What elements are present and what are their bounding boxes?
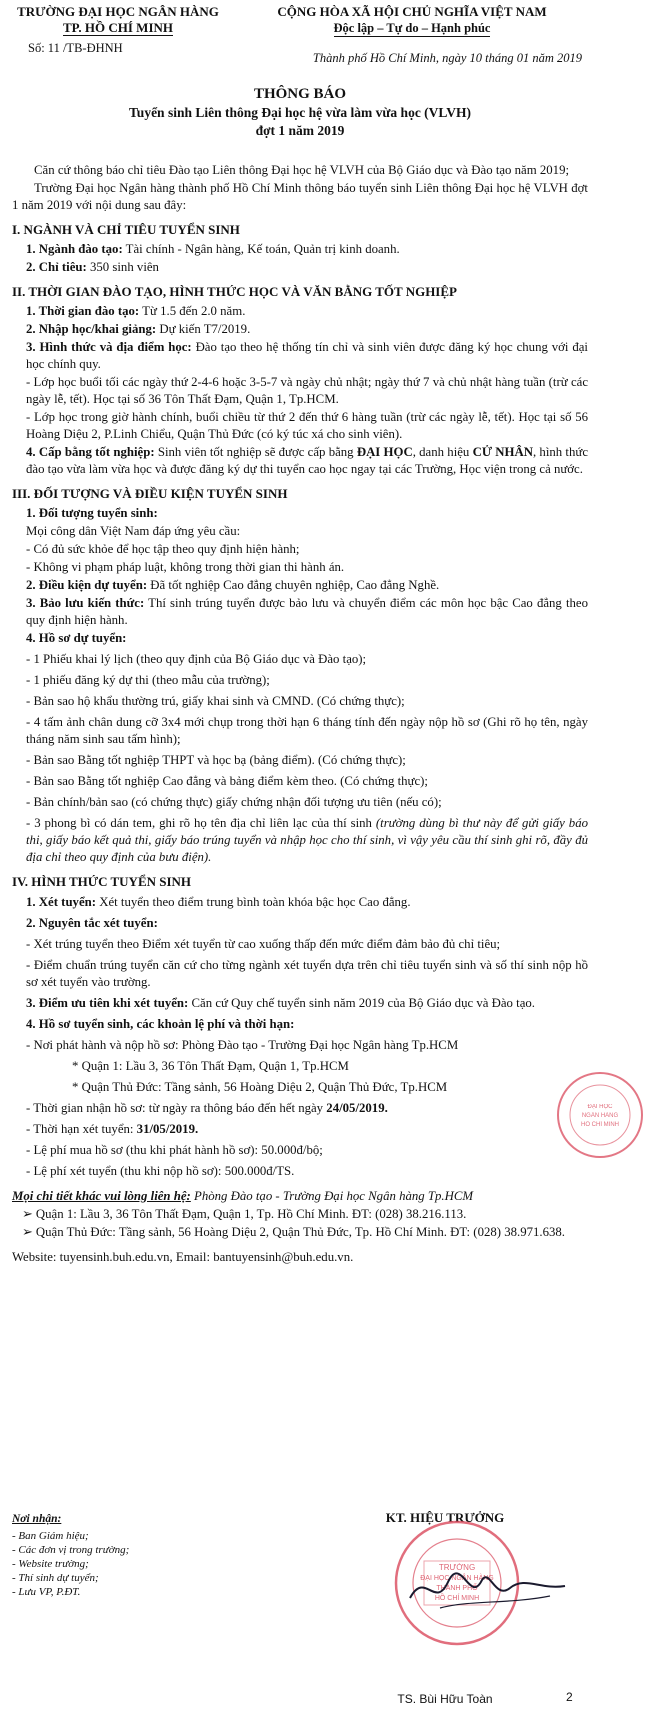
contact-line-2: ➢ Quận Thủ Đức: Tầng sảnh, 56 Hoàng Diệu 2, Quận Thủ Đức, Tp. Hồ Chí Minh. ĐT: (028) 38.971.638. [22, 1225, 566, 1239]
recipient-item: - Các đơn vị trong trường; [12, 1544, 130, 1556]
nation-title: CỘNG HÒA XÃ HỘI CHỦ NGHĨA VIỆT NAM [277, 4, 547, 19]
s3-item-3: 3. Bảo lưu kiến thức: Thí sinh trúng tuyển được bảo lưu và chuyển điểm các môn học bậc Cao đẳng theo quy định hiện hành. [26, 596, 588, 627]
s4-item-4-detail-2: - Thời gian nhận hồ sơ: từ ngày ra thông báo đến hết ngày 24/05/2019. [26, 1101, 388, 1115]
handwritten-signature [400, 1560, 570, 1620]
s3-item-4: 4. Hồ sơ dự tuyển: [26, 631, 127, 645]
svg-text:HỒ CHÍ MINH: HỒ CHÍ MINH [434, 1595, 480, 1602]
s4-item-4: 4. Hồ sơ tuyển sinh, các khoản lệ phí và thời hạn: [26, 1017, 295, 1031]
section-3-heading: III. ĐỐI TƯỢNG VÀ ĐIỀU KIỆN TUYỂN SINH [12, 486, 288, 501]
s2-item-3-detail-1: - Lớp học buổi tối các ngày thứ 2-4-6 hoặc 3-5-7 và ngày chủ nhật; ngày thứ 7 và chủ nhật hàng tuần (trừ các ngày lễ, tết). Học tại số 36 Tôn Thất Đạm, Quận 1, Tp.HCM. [26, 375, 588, 406]
s4-item-2-detail-2: - Điểm chuẩn trúng tuyển căn cứ cho từng ngành xét tuyển dựa trên chỉ tiêu tuyển sinh và số thí sinh nộp hồ sơ xét tuyển vào trường. [26, 958, 588, 989]
s2-item-4: 4. Cấp bằng tốt nghiệp: Sinh viên tốt nghiệp sẽ được cấp bằng ĐẠI HỌC, danh hiệu CỬ NHÂN, hình thức đào tạo vừa làm vừa học và được đăng ký dự thi tuyển cao học ngay tại các Trường, Học viện trong cả nước. [26, 445, 589, 476]
recipients-heading: Nơi nhận: [12, 1513, 62, 1525]
s1-item-1: 1. Ngành đào tạo: Tài chính - Ngân hàng, Kế toán, Quản trị kinh doanh. [26, 242, 400, 256]
svg-text:HỒ CHÍ MINH: HỒ CHÍ MINH [581, 1122, 619, 1128]
s4-item-4-detail-4: - Lệ phí mua hồ sơ (thu khi phát hành hồ sơ): 50.000đ/bộ; [26, 1143, 323, 1157]
issuer-block [8, 4, 228, 56]
s4-item-2-detail-1: - Xét trúng tuyển theo Điểm xét tuyển từ cao xuống thấp đến mức điểm đảm bảo đủ chỉ tiêu; [26, 937, 501, 951]
s2-item-2: 2. Nhập học/khai giảng: Dự kiến T7/2019. [26, 322, 251, 336]
recipient-item: - Thí sinh dự tuyển; [12, 1572, 99, 1584]
s4-address-2: * Quận Thủ Đức: Tầng sảnh, 56 Hoàng Diệu 2, Quận Thủ Đức, Tp.HCM [72, 1080, 448, 1094]
s2-item-1: 1. Thời gian đào tạo: Từ 1.5 đến 2.0 năm. [26, 304, 246, 318]
document-subtitle: Tuyển sinh Liên thông Đại học hệ vừa làm vừa học (VLVH) [129, 105, 471, 120]
official-stamp-small [555, 1070, 645, 1160]
contact-heading: Mọi chi tiết khác vui lòng liên hệ: Phòng Đào tạo - Trường Đại học Ngân hàng Tp.HCM [12, 1189, 474, 1203]
section-4-heading: IV. HÌNH THỨC TUYỂN SINH [12, 874, 192, 889]
s3-item-1-detail-2: - Không vi phạm pháp luật, không trong thời gian thi hành án. [26, 560, 345, 574]
arrow-icon: ➢ [22, 1207, 36, 1221]
contact-website: Website: tuyensinh.buh.edu.vn, Email: bantuyensinh@buh.edu.vn. [12, 1250, 354, 1264]
svg-text:ĐẠI HỌC: ĐẠI HỌC [587, 1104, 613, 1110]
doc-requirement: - Bản sao Bằng tốt nghiệp Cao đẳng và bảng điểm kèm theo. (Có chứng thực); [26, 774, 428, 788]
issuer-name: TRƯỜNG ĐẠI HỌC NGÂN HÀNG [17, 4, 219, 19]
s4-item-4-detail-1: - Nơi phát hành và nộp hồ sơ: Phòng Đào tạo - Trường Đại học Ngân hàng Tp.HCM [26, 1038, 459, 1052]
doc-requirement: - 1 phiếu đăng ký dự thi (theo mẫu của trường); [26, 673, 270, 687]
svg-text:ĐẠI HỌC NGÂN HÀNG: ĐẠI HỌC NGÂN HÀNG [420, 1575, 494, 1582]
s1-item-2: 2. Chỉ tiêu: 350 sinh viên [26, 260, 159, 274]
section-2-heading: II. THỜI GIAN ĐÀO TẠO, HÌNH THỨC HỌC VÀ VĂN BẰNG TỐT NGHIỆP [12, 284, 457, 299]
intro-paragraph-2: Trường Đại học Ngân hàng thành phố Hồ Chí Minh thông báo tuyển sinh Liên thông Đại học hệ VLVH đợt 1 năm 2019 với nội dung sau đây: [12, 181, 588, 212]
signer-name: TS. Bùi Hữu Toàn [397, 1692, 493, 1706]
recipient-item: - Ban Giám hiệu; [12, 1530, 89, 1542]
s3-item-1-detail-1: - Có đủ sức khỏe để học tập theo quy định hiện hành; [26, 542, 300, 556]
document-round: đợt 1 năm 2019 [255, 123, 345, 138]
issuer-city: TP. HỒ CHÍ MINH [62, 20, 174, 35]
s4-item-2: 2. Nguyên tắc xét tuyển: [26, 916, 158, 930]
s4-item-4-detail-5: - Lệ phí xét tuyển (thu khi nộp hồ sơ): 500.000đ/TS. [26, 1164, 295, 1178]
doc-requirement: - 4 tấm ảnh chân dung cỡ 3x4 mới chụp trong thời hạn 6 tháng tính đến ngày nộp hồ sơ (Ghi rõ họ tên, ngày tháng năm sinh sau tấm hình); [26, 715, 588, 746]
s4-item-1: 1. Xét tuyển: Xét tuyển theo điểm trung bình toàn khóa bậc học Cao đẳng. [26, 895, 411, 909]
national-header [232, 4, 592, 66]
document-date: Thành phố Hồ Chí Minh, ngày 10 tháng 01 năm 2019 [312, 51, 582, 65]
s4-item-4-detail-3: - Thời hạn xét tuyển: 31/05/2019. [26, 1122, 199, 1136]
recipient-item: - Lưu VP, P.ĐT. [12, 1586, 81, 1598]
doc-requirement: - Bản chính/bản sao (có chứng thực) giấy chứng nhận đối tượng ưu tiên (nếu có); [26, 795, 442, 809]
doc-requirement-envelope: - 3 phong bì có dán tem, ghi rõ họ tên địa chỉ liên lạc của thí sinh (trường dùng bì thư này để gửi giấy báo thi, giấy báo kết quả thi, giấy báo trúng tuyển và nhập học cho thí sinh, vì vậy yêu cầu thí sinh ghi rõ, đầy đủ địa chỉ theo quy định của bưu điện). [26, 816, 588, 864]
doc-requirement: - Bản sao hộ khẩu thường trú, giấy khai sinh và CMND. (Có chứng thực); [26, 694, 405, 708]
document-number: Số: 11 /TB-ĐHNH [28, 41, 123, 55]
document-body [12, 162, 588, 1267]
s2-item-3-detail-2: - Lớp học trong giờ hành chính, buổi chiều từ thứ 2 đến thứ 6 hàng tuần (trừ các ngày lễ, tết). Học tại số 56 Hoàng Diệu 2, P.Linh Chiểu, Quận Thủ Đức (có ký túc xá cho sinh viên). [26, 410, 588, 441]
contact-line-1: ➢ Quận 1: Lầu 3, 36 Tôn Thất Đạm, Quận 1, Tp. Hồ Chí Minh. ĐT: (028) 38.216.113. [22, 1207, 467, 1221]
signer-role: KT. HIỆU TRƯỞNG [385, 1510, 505, 1525]
recipients-block [12, 1512, 212, 1599]
doc-requirement: - 1 Phiếu khai lý lịch (theo quy định của Bộ Giáo dục và Đào tạo); [26, 652, 367, 666]
document-title-block [0, 85, 600, 140]
recipient-item: - Website trường; [12, 1558, 89, 1570]
s3-item-1-intro: Mọi công dân Việt Nam đáp ứng yêu cầu: [26, 524, 241, 538]
intro-paragraph-1: Căn cứ thông báo chỉ tiêu Đào tạo Liên thông Đại học hệ VLVH của Bộ Giáo dục và Đào tạo năm 2019; [34, 163, 570, 177]
s3-item-2: 2. Điều kiện dự tuyển: Đã tốt nghiệp Cao đẳng chuyên nghiệp, Cao đẳng Nghề. [26, 578, 440, 592]
page-number: 2 [566, 1690, 573, 1704]
arrow-icon: ➢ [22, 1225, 36, 1239]
doc-requirement: - Bản sao Bằng tốt nghiệp THPT và học bạ (bảng điểm). (Có chứng thực); [26, 753, 406, 767]
section-1-heading: I. NGÀNH VÀ CHỈ TIÊU TUYỂN SINH [12, 222, 240, 237]
svg-text:TRƯỜNG: TRƯỜNG [438, 1563, 476, 1572]
national-motto: Độc lập – Tự do – Hạnh phúc [333, 21, 491, 35]
svg-text:NGÂN HÀNG: NGÂN HÀNG [581, 1113, 619, 1119]
s2-item-3: 3. Hình thức và địa điểm học: Đào tạo theo hệ thống tín chỉ và sinh viên được đăng ký học chung với đại học chính quy. [26, 340, 588, 371]
s4-address-1: * Quận 1: Lầu 3, 36 Tôn Thất Đạm, Quận 1, Tp.HCM [72, 1059, 349, 1073]
document-title: THÔNG BÁO [253, 86, 347, 102]
svg-text:THÀNH PHỐ: THÀNH PHỐ [436, 1585, 478, 1592]
s3-item-1: 1. Đối tượng tuyển sinh: [26, 506, 158, 520]
s4-item-3: 3. Điểm ưu tiên khi xét tuyển: Căn cứ Quy chế tuyển sinh năm 2019 của Bộ Giáo dục và Đào tạo. [26, 996, 535, 1010]
